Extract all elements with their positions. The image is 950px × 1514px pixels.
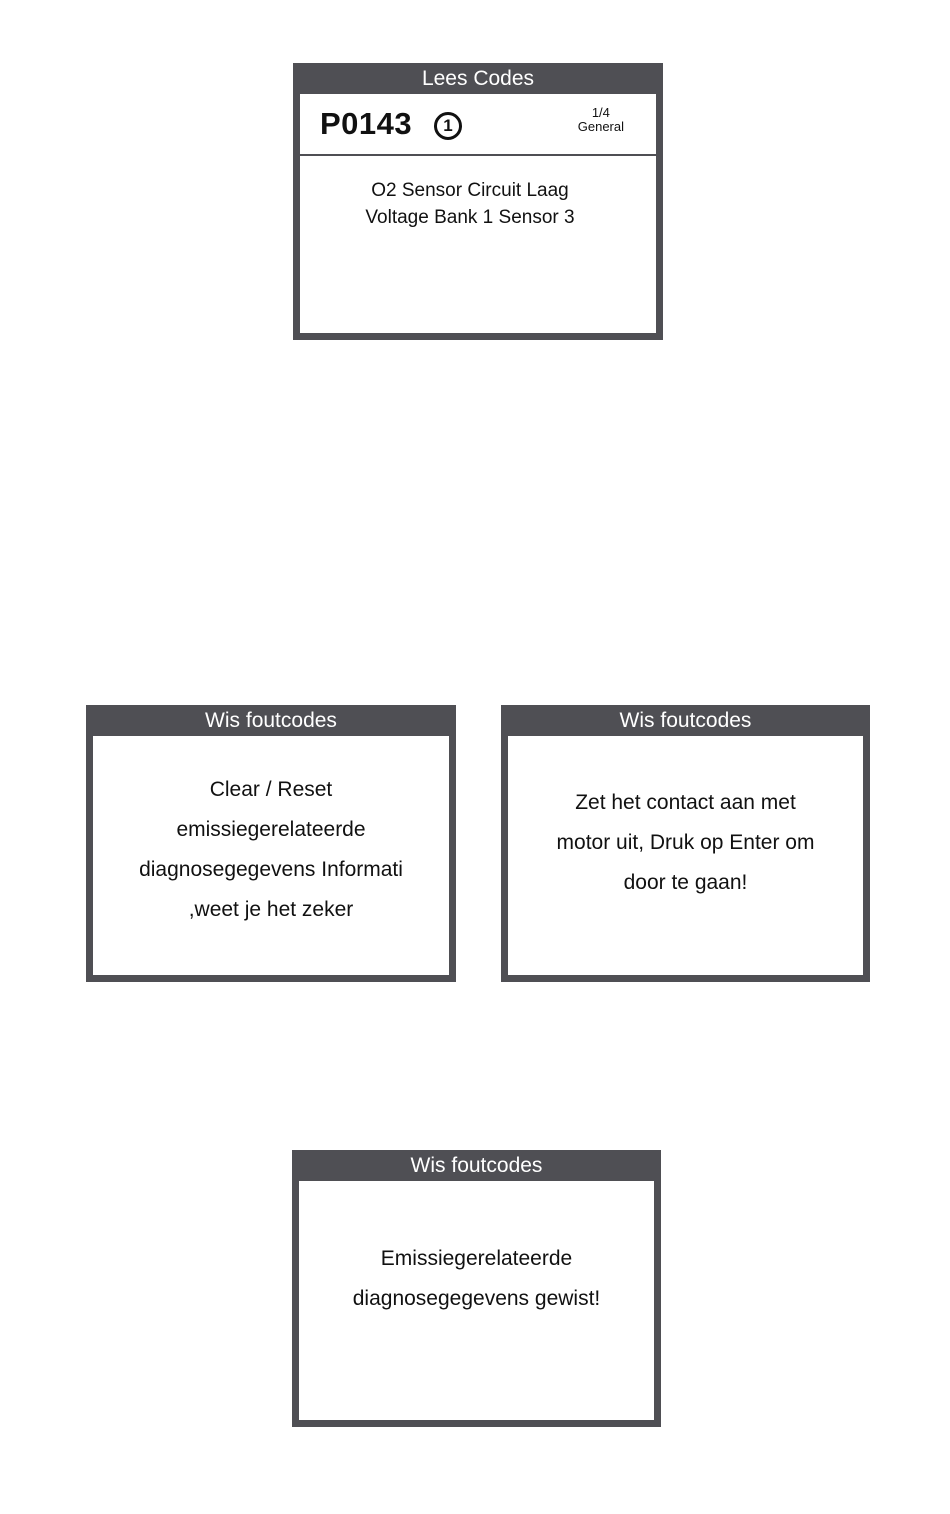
clear-done-screen: [292, 1150, 661, 1427]
screen-title: Lees Codes: [293, 63, 663, 94]
dtc-description: [300, 156, 640, 231]
code-index: 1/4: [591, 105, 610, 120]
code-counter: [578, 106, 624, 134]
ignition-message: [508, 736, 863, 903]
message-line: diagnosegegevens Informati: [139, 858, 403, 881]
description-line: Voltage Bank 1 Sensor 3: [365, 207, 575, 228]
message-line: door te gaan!: [623, 871, 748, 894]
info-badge-icon: 1: [434, 112, 462, 140]
message-line: Zet het contact aan met: [575, 791, 796, 814]
screen-title: Wis foutcodes: [86, 705, 456, 736]
dtc-code: P0143: [320, 106, 413, 141]
read-codes-screen: [293, 63, 663, 340]
screen-title: Wis foutcodes: [292, 1150, 661, 1181]
screen-title: Wis foutcodes: [501, 705, 870, 736]
message-line: ,weet je het zeker: [188, 898, 354, 921]
message-line: Clear / Reset: [209, 778, 333, 801]
message-line: emissiegerelateerde: [176, 818, 366, 841]
confirm-message: [93, 736, 449, 930]
clear-confirm-screen: [86, 705, 456, 982]
message-line: Emissiegerelateerde: [380, 1247, 573, 1270]
clear-ignition-screen: [501, 705, 870, 982]
done-message: [299, 1181, 654, 1319]
dtc-row: [300, 94, 656, 156]
code-category: General: [577, 119, 624, 134]
message-line: motor uit, Druk op Enter om: [556, 831, 815, 854]
message-line: diagnosegegevens gewist!: [352, 1287, 601, 1310]
description-line: O2 Sensor Circuit Laag: [371, 180, 569, 201]
